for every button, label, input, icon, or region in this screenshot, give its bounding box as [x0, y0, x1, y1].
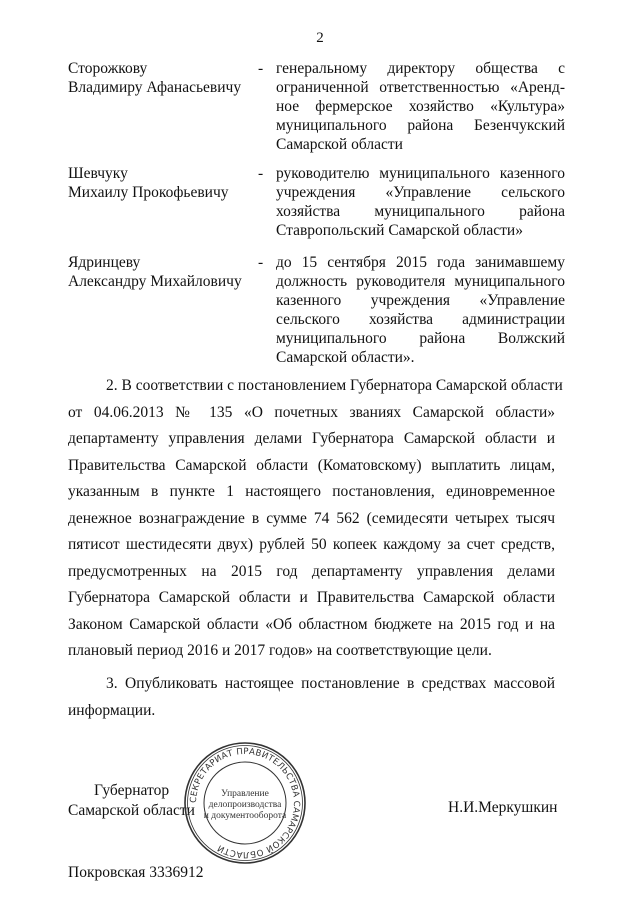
awardee-position: руководителю муниципального казенного учреждения «Управление сельского хозяйства муниципального района Ставропольский Самарской области» — [276, 165, 565, 239]
dash-separator: - — [258, 60, 264, 77]
signatory-name: Н.И.Меркушкин — [448, 799, 558, 816]
awardee-position: до 15 сентября 2015 года занимавшему должность руководителя муниципального казенного учреждения «Управление сельского хозяйства администрации муниципального района Волжский Самарской области». — [276, 254, 565, 366]
footer-executor: Покровская 3336912 — [68, 864, 204, 881]
awardee-name: Ядринцеву Александру Михайловичу — [68, 254, 242, 290]
paragraph-2: 2. В соответствии с постановлением Губернатора Самарской области от 04.06.2013 № 135 «О почетных званиях Самарской области» департаменту управления делами Губернатора Самарской области и Правительства Самарской области (Коматовскому) выплатить лицам, указанным в пункте 1 настоящего постановления, единовременное денежное вознаграждение в сумме 74 562 (семидесяти четырех тысяч пятисот шестидесяти двух) рублей 50 копеек каждому за счет средств, предусмотренных на 2015 год департаменту управления делами Губернатора Самарской области и Правительства Самарской области Законом Самарской области «Об областном бюджете на 2015 год и на плановый период 2016 и 2017 годов» на соответствующие цели. — [68, 377, 563, 659]
seal-ring-text: СЕКРЕТАРИАТ ПРАВИТЕЛЬСТВА САМАРСКОЙ ОБЛАСТИ — [188, 746, 302, 860]
dash-separator: - — [258, 165, 264, 182]
signatory-title: Губернатор Самарской области — [68, 782, 195, 819]
page-number: 2 — [316, 30, 324, 46]
awardee-position: генеральному директору общества с ограниченной ответственностью «Аренд- ное фермерское хозяйство «Культура» муниципального района Безенчукский Самарской области — [276, 60, 565, 153]
official-seal — [183, 741, 307, 865]
seal-center-text: Управление делопроизводства и документооборота — [203, 789, 287, 821]
paragraph-3: 3. Опубликовать настоящее постановление в средствах массовой информации. — [68, 675, 555, 719]
awardee-name: Сторожкову Владимиру Афанасьевичу — [68, 60, 242, 96]
awardee-name: Шевчуку Михаилу Прокофьевичу — [68, 165, 229, 201]
dash-separator: - — [258, 254, 264, 271]
